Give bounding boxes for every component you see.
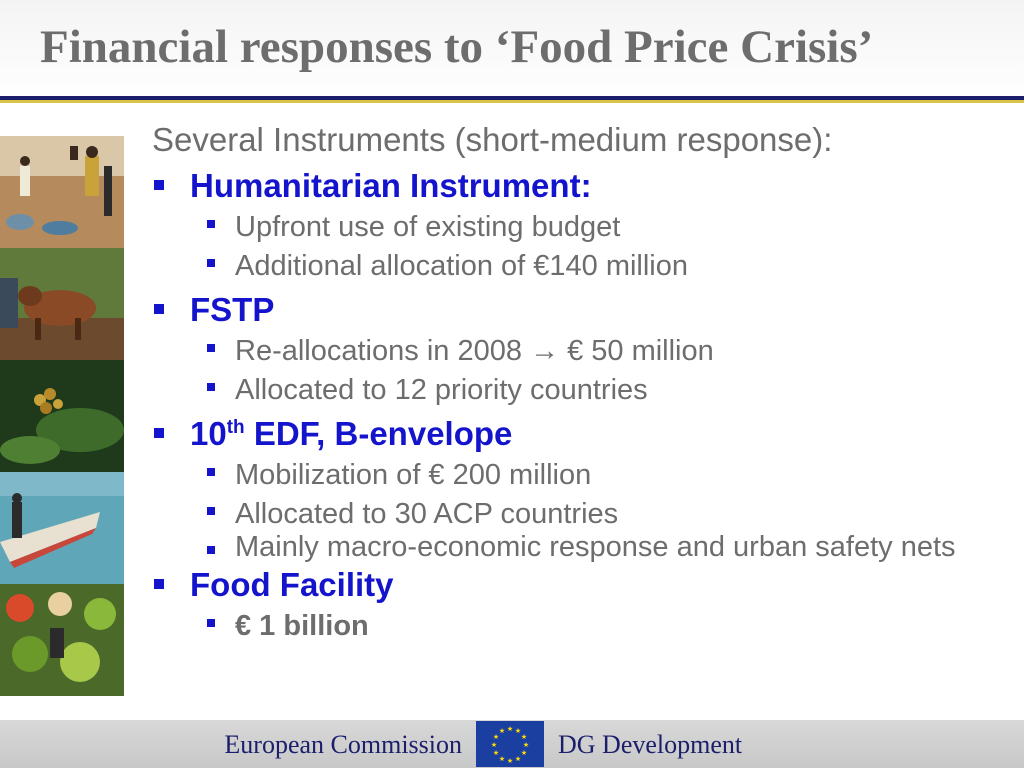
fruit-tree-photo: [0, 360, 124, 472]
footer-organization: European Commission: [224, 730, 462, 759]
footer-department: DG Development: [558, 730, 743, 759]
square-bullet-icon: [207, 546, 215, 554]
square-bullet-icon: [207, 619, 215, 627]
bullet-humanitarian-instrument: [152, 164, 1012, 208]
bullet-label: EDF, B-envelope: [244, 415, 513, 452]
eu-flag-icon: [476, 721, 544, 767]
bullet-label: Humanitarian Instrument: [190, 167, 581, 204]
sub-bullet: [152, 208, 1012, 247]
sub-bullet-text: Additional allocation of €140 million: [235, 250, 689, 282]
svg-text:★: ★: [520, 749, 528, 757]
sub-bullet: [152, 247, 1012, 286]
sub-bullet: [152, 531, 1012, 563]
square-bullet-icon: [207, 468, 215, 476]
svg-text:★: ★: [498, 755, 506, 763]
square-bullet-icon: [207, 383, 215, 391]
bullet-label: FSTP: [190, 291, 275, 328]
bullet-label-colon: :: [580, 167, 592, 204]
slide-footer: [0, 720, 1024, 768]
slide-body: [152, 118, 1012, 646]
photo-strip: [0, 136, 124, 698]
sub-bullet: [152, 607, 1012, 646]
sub-bullet-text: Allocated to 30 ACP countries: [235, 498, 619, 530]
slide-title: Financial responses to ‘Food Price Crisis’: [40, 21, 874, 73]
bullet-food-facility: [152, 563, 1012, 607]
market-produce-photo: [0, 584, 124, 696]
sub-bullet-text: Mainly macro-economic response and urban safety nets: [235, 531, 956, 563]
oxen-plough-photo: [0, 248, 124, 360]
square-bullet-icon: [207, 344, 215, 352]
bullet-label-number: 10: [190, 415, 227, 452]
sub-bullet-text: Upfront use of existing budget: [235, 211, 621, 243]
bullet-10th-edf: [152, 412, 1012, 456]
svg-text:★: ★: [492, 749, 500, 757]
svg-text:★: ★: [492, 733, 500, 741]
sub-bullet-text: Re-allocations in 2008 → € 50 million: [235, 335, 714, 367]
svg-text:★: ★: [490, 741, 498, 749]
sub-bullet: [152, 456, 1012, 495]
people-water-photo: [0, 136, 124, 248]
svg-text:★: ★: [506, 725, 514, 733]
square-bullet-icon: [154, 304, 164, 314]
svg-text:★: ★: [522, 741, 530, 749]
sub-bullet: [152, 332, 1012, 371]
header-rule-gold: [0, 100, 1024, 103]
svg-text:★: ★: [498, 727, 506, 735]
sub-bullet: [152, 371, 1012, 410]
bullet-fstp: [152, 288, 1012, 332]
svg-text:★: ★: [506, 757, 514, 765]
sub-bullet-text: Allocated to 12 priority countries: [235, 374, 648, 406]
square-bullet-icon: [154, 428, 164, 438]
bullet-label-superscript: th: [226, 417, 245, 438]
svg-text:★: ★: [520, 733, 528, 741]
intro-text: Several Instruments (short-medium response):: [152, 121, 833, 158]
square-bullet-icon: [207, 507, 215, 515]
bullet-label: Food Facility: [190, 566, 394, 603]
sub-bullet-text: Mobilization of € 200 million: [235, 459, 592, 491]
svg-text:★: ★: [514, 755, 522, 763]
square-bullet-icon: [154, 579, 164, 589]
slide-header: [0, 0, 1024, 100]
square-bullet-icon: [207, 220, 215, 228]
sub-bullet-text: € 1 billion: [235, 610, 369, 642]
fishing-boat-photo: [0, 472, 124, 584]
square-bullet-icon: [154, 180, 164, 190]
svg-text:★: ★: [514, 727, 522, 735]
square-bullet-icon: [207, 259, 215, 267]
